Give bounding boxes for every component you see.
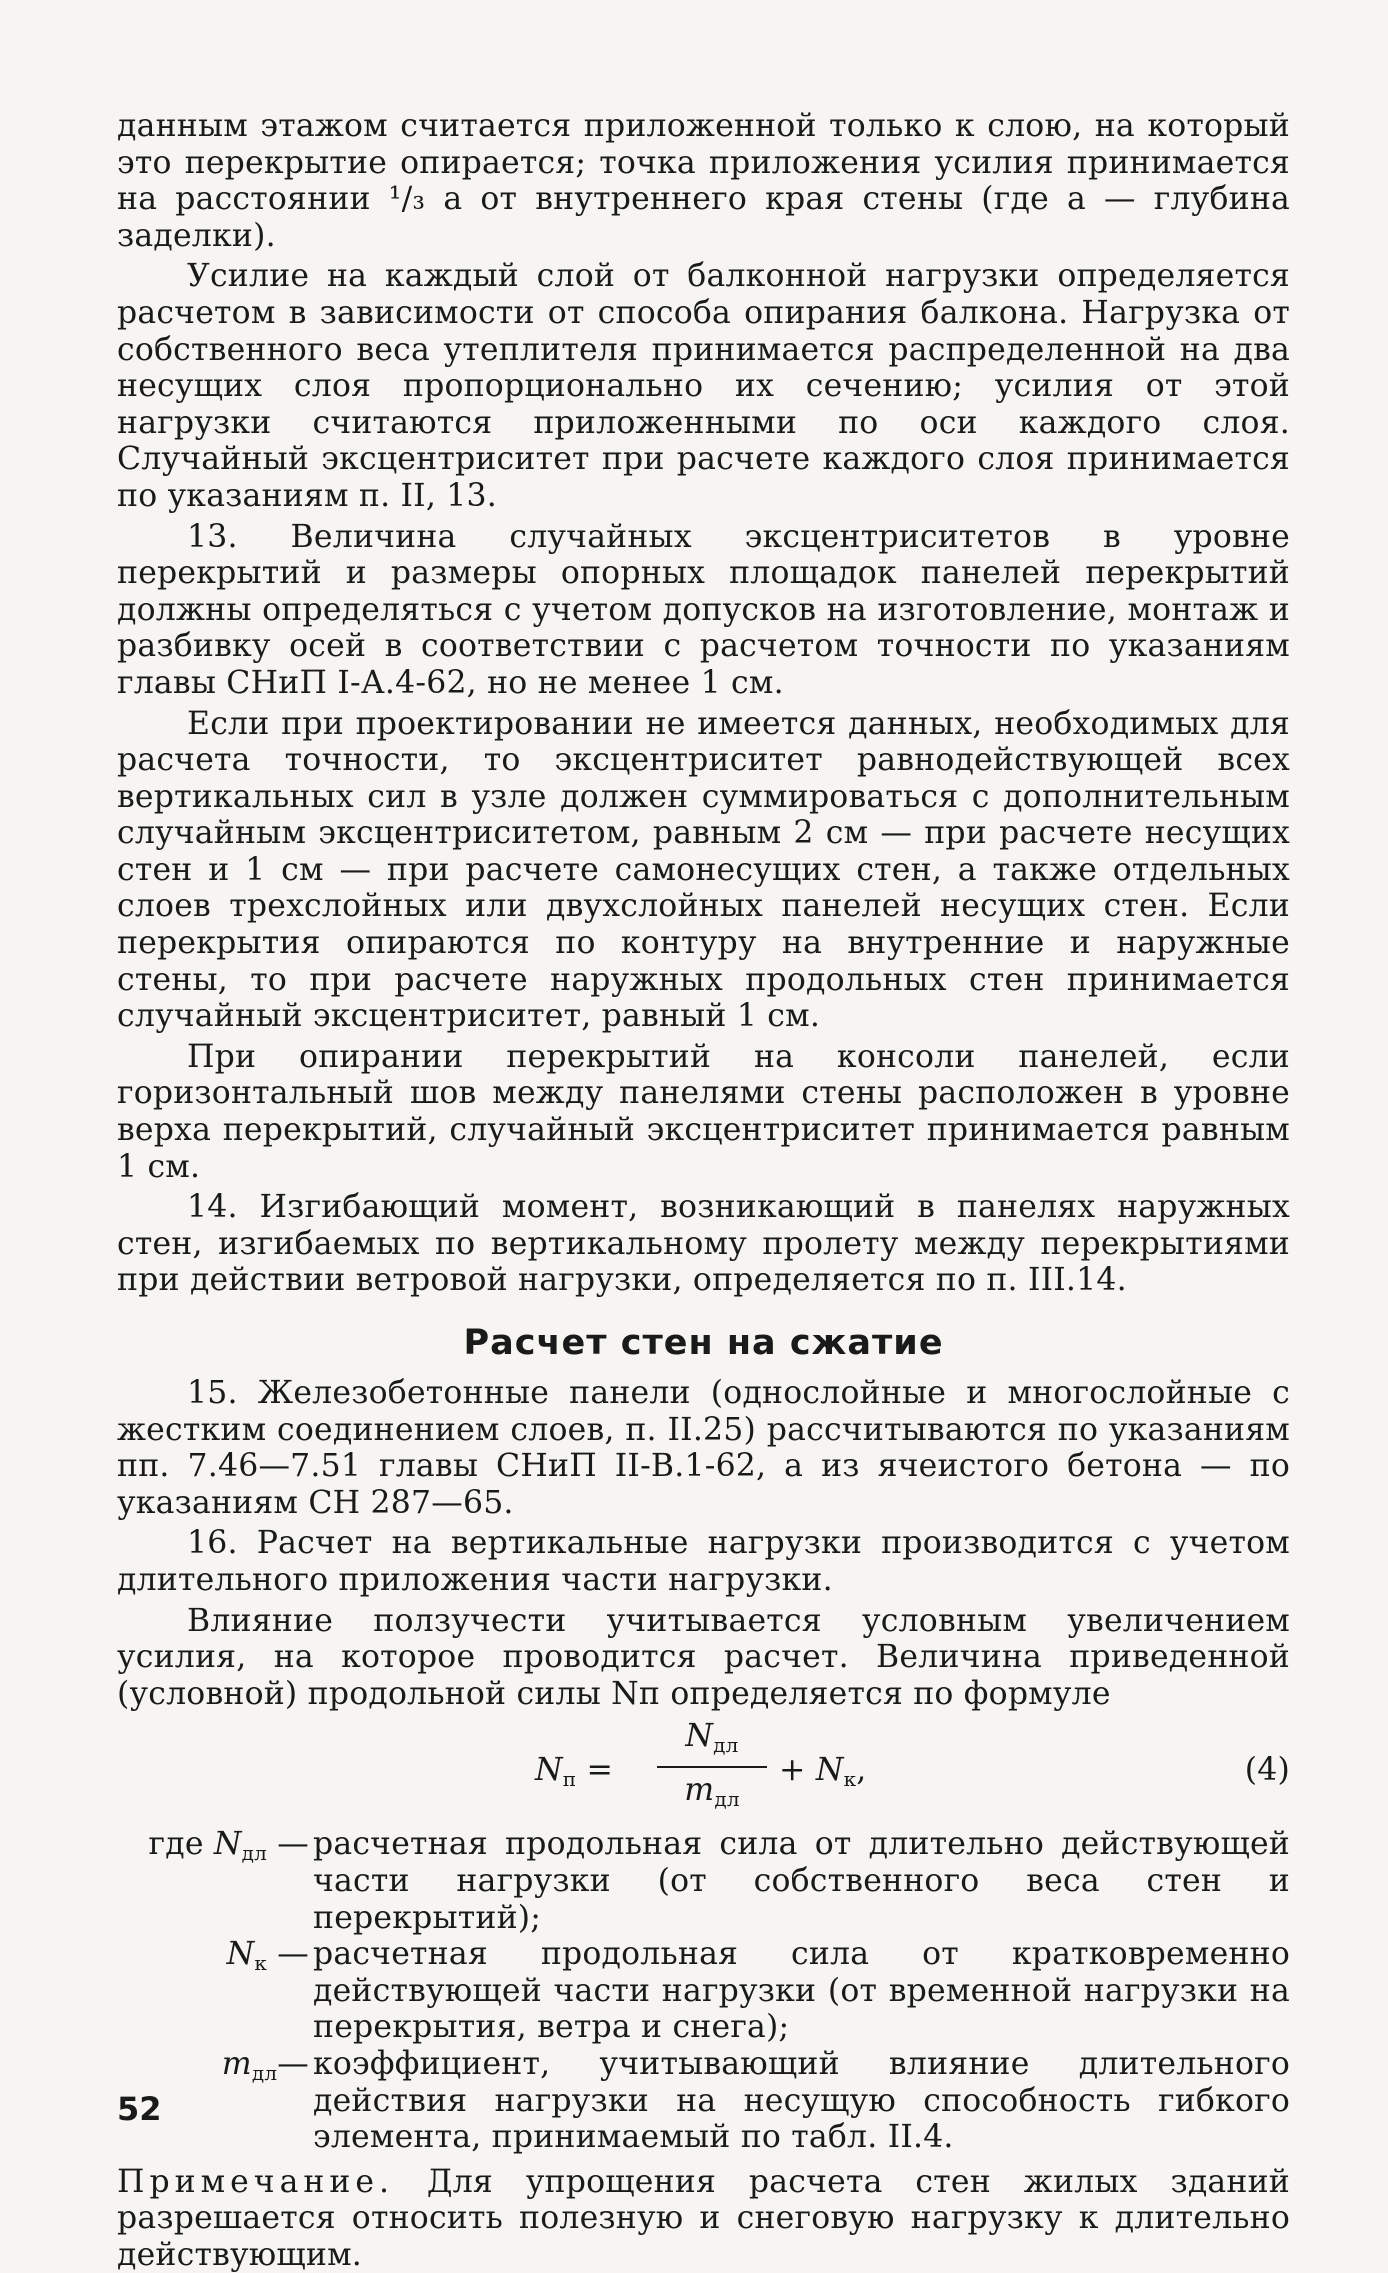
formula-denominator: $m_{дл}$ bbox=[684, 1771, 740, 1811]
paragraph-13: 13. Величина случайных эксцентриситетов в уровне перекрытий и размеры опорных площадок панелей перекрытий должны определяться с учетом допусков на изготовление, монтаж и разбивку осей в соответствии с расчетом точности по указаниям главы СНиП I-А.4-62, но не менее 1 см. bbox=[117, 518, 1290, 701]
note-text: Для упрощения расчета стен жилых зданий разрешается относить полезную и снеговую нагрузку к длительно действующим. bbox=[117, 2163, 1290, 2273]
definitions-list bbox=[117, 1826, 1290, 2155]
formula-number: (4) bbox=[1244, 1752, 1290, 1789]
definition-term: где $N_{дл}$ — bbox=[148, 1826, 309, 1866]
definition-item bbox=[117, 1936, 1290, 2046]
definition-term: $N_к$ — bbox=[226, 1936, 309, 1976]
definition-text: коэффициент, учитывающий влияние длительного действия нагрузки на несущую способность гибкого элемента, принимаемый по табл. II.4. bbox=[313, 2045, 1290, 2156]
text-body bbox=[117, 108, 1290, 2273]
formula-4 bbox=[117, 1718, 1290, 1822]
note-label: Примечание. bbox=[117, 2163, 395, 2200]
fraction-bar bbox=[657, 1766, 767, 1768]
page-number: 52 bbox=[117, 2090, 162, 2128]
definition-item bbox=[117, 2046, 1290, 2156]
paragraph-accuracy: Если при проектировании не имеется данных, необходимых для расчета точности, то эксцентриситет равнодействующей всех вертикальных сил в узле должен суммироваться с дополнительным случайным эксцентриситетом, равным 2 см — при расчете несущих стен и 1 см — при расчете самонесущих стен, а также отдельных слоев трехслойных или двухслойных панелей несущих стен. Если перекрытия опираются по контуру на внутренние и наружные стены, то при расчете наружных продольных стен принимается случайный эксцентриситет, равный 1 см. bbox=[117, 705, 1290, 1035]
definition-text: расчетная продольная сила от длительно действующей части нагрузки (от собственного веса стен и перекрытий); bbox=[313, 1826, 1290, 1936]
formula-lhs: $N_п$ = bbox=[535, 1752, 614, 1792]
paragraph-balcony-load: Усилие на каждый слой от балконной нагрузки определяется расчетом в зависимости от способа опирания балкона. Нагрузка от собственного веса утеплителя принимается распределенной на два несущих слоя пропорционально их сечению; усилия от этой нагрузки считаются приложенными по оси каждого слоя. Случайный эксцентриситет при расчете каждого слоя принимается по указаниям п. II, 13. bbox=[117, 258, 1290, 514]
formula-fraction bbox=[657, 1718, 767, 1817]
definition-text: расчетная продольная сила от кратковременно действующей части нагрузки (от временной нагрузки на перекрытия, ветра и снега); bbox=[313, 1936, 1290, 2046]
paragraph-consoles: При опирании перекрытий на консоли панелей, если горизонтальный шов между панелями стены расположен в уровне верха перекрытий, случайный эксцентриситет принимается равным 1 см. bbox=[117, 1038, 1290, 1185]
formula-numerator: $N_{дл}$ bbox=[685, 1718, 739, 1758]
note bbox=[117, 2164, 1290, 2273]
paragraph-15: 15. Железобетонные панели (однослойные и многослойные с жестким соединением слоев, п. II.25) рассчитываются по указаниям пп. 7.46—7.51 главы СНиП II-В.1-62, а из ячеистого бетона — по указаниям СН 287—65. bbox=[117, 1375, 1290, 1521]
formula-rhs: + $N_к$, bbox=[779, 1752, 867, 1792]
paragraph-creep: Влияние ползучести учитывается условным увеличением усилия, на которое проводится расчет. Величина приведенной (условной) продольной силы Nп определяется по формуле bbox=[117, 1602, 1290, 1712]
section-heading: Расчет стен на сжатие bbox=[463, 1323, 944, 1363]
paragraph-16: 16. Расчет на вертикальные нагрузки производится с учетом длительного приложения части нагрузки. bbox=[117, 1525, 1290, 1598]
paragraph-14: 14. Изгибающий момент, возникающий в панелях наружных стен, изгибаемых по вертикальному пролету между перекрытиями при действии ветровой нагрузки, определяется по п. III.14. bbox=[117, 1189, 1290, 1299]
definition-item bbox=[117, 1826, 1290, 1936]
paragraph-continuation: данным этажом считается приложенной только к слою, на который это перекрытие опирается; точка приложения усилия принимается на расстоянии ¹/₃ a от внутреннего края стены (где a — глубина заделки). bbox=[117, 108, 1290, 254]
definition-term: $m_{дл}—$ bbox=[221, 2045, 309, 2085]
